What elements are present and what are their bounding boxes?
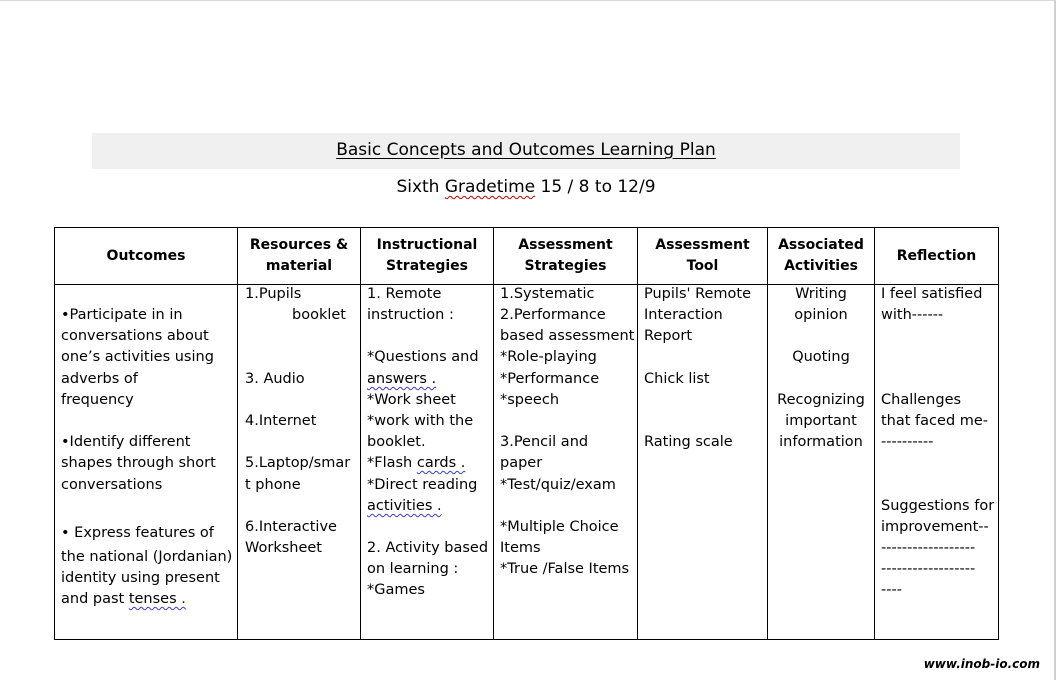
watermark: www.inob-io.com — [923, 657, 1040, 671]
text-line: Worksheet — [245, 540, 322, 556]
text-line: Interaction — [644, 307, 723, 323]
header-outcomes: Outcomes — [55, 228, 238, 285]
text-line: 2. Activity based — [367, 540, 489, 556]
table-row — [55, 285, 999, 640]
text-line: instruction : — [367, 307, 454, 323]
reflection-cell — [875, 285, 999, 640]
text-line: 2.Performance — [500, 307, 606, 323]
text-line: on learning : — [367, 561, 459, 577]
learning-plan-table — [54, 227, 999, 640]
page-top-border — [0, 0, 1056, 1]
text-line: *speech — [500, 392, 560, 408]
text-line: *Test/quiz/exam — [500, 477, 616, 493]
text-line: •Identify different — [61, 434, 191, 450]
text-line: Quoting — [792, 349, 850, 365]
text-line: •Participate in in — [61, 307, 183, 323]
header-resources: Resources & material — [238, 228, 361, 285]
text-line: ------------------ — [881, 561, 976, 577]
text-line: improvement-- — [881, 519, 989, 535]
header-reflection: Reflection — [875, 228, 999, 285]
text-line: booklet. — [367, 434, 426, 450]
spellcheck-word: answers . — [367, 371, 437, 387]
text-line: *Role-playing — [500, 349, 597, 365]
text-line: 5.Laptop/smar — [245, 455, 351, 471]
spellcheck-word: tenses . — [128, 591, 186, 607]
page-subtitle: Sixth Gradetime 15 / 8 to 12/9 — [396, 177, 656, 197]
text-line: conversations about — [61, 328, 209, 344]
header-assessment-strategies: Assessment Strategies — [494, 228, 638, 285]
text-line: Report — [644, 328, 693, 344]
outcomes-cell — [55, 285, 238, 640]
text-line: I feel satisfied — [881, 286, 983, 302]
text-line: *Work sheet — [367, 392, 456, 408]
page-title: Basic Concepts and Outcomes Learning Plan — [336, 140, 716, 160]
text-line: ---------- — [881, 434, 934, 450]
table-header-row — [55, 228, 999, 285]
text-line: the national (Jordanian) — [61, 549, 233, 565]
text-line: one’s activities using — [61, 349, 214, 365]
text-line: *Direct reading — [367, 477, 478, 493]
text-line: ------------------ — [881, 540, 976, 556]
text-line: *Questions and — [367, 349, 479, 365]
text-line: *Multiple Choice — [500, 519, 619, 535]
text-line: t phone — [245, 477, 301, 493]
text-line: adverbs of — [61, 371, 138, 387]
spellcheck-word: cards . — [416, 455, 466, 471]
text-line: shapes through short — [61, 455, 216, 471]
text-line: 3.Pencil and — [500, 434, 589, 450]
text-line: Items — [500, 540, 541, 556]
text-line: *True /False Items — [500, 561, 630, 577]
text-line: *Flash cards . — [367, 455, 466, 471]
text-line: Chick list — [644, 371, 710, 387]
text-line: that faced me- — [881, 413, 989, 429]
spellcheck-word: activities . — [367, 498, 442, 514]
header-instructional-strategies: Instructional Strategies — [361, 228, 494, 285]
text-line: Pupils' Remote — [644, 286, 752, 302]
text-line: and past tenses . — [61, 591, 186, 607]
text-line: Writing — [795, 286, 847, 302]
text-line: Rating scale — [644, 434, 733, 450]
header-associated-activities: Associated Activities — [768, 228, 875, 285]
text-line: frequency — [61, 392, 134, 408]
assessment-strategies-cell — [494, 285, 638, 640]
text-line: Challenges — [881, 392, 962, 408]
text-line: conversations — [61, 477, 163, 493]
text-line: 1.Systematic — [500, 286, 595, 302]
text-line: paper — [500, 455, 543, 471]
assessment-tool-cell — [638, 285, 768, 640]
text-line: 4.Internet — [245, 413, 317, 429]
text-line: 6.Interactive — [245, 519, 337, 535]
text-line: based assessment — [500, 328, 635, 344]
text-line: 3. Audio — [245, 371, 305, 387]
resources-cell — [238, 285, 361, 640]
header-assessment-tool: Assessment Tool — [638, 228, 768, 285]
text-line: identity using present — [61, 570, 220, 586]
text-line: with------ — [881, 307, 944, 323]
text-line: Recognizing — [777, 392, 865, 408]
spellcheck-word: Gradetime — [444, 177, 536, 197]
text-line: *Games — [367, 582, 425, 598]
text-line: Suggestions for — [881, 498, 995, 514]
text-line: ---- — [881, 582, 902, 598]
text-line: opinion — [794, 307, 848, 323]
text-line: information — [779, 434, 863, 450]
text-line: important — [785, 413, 857, 429]
text-line: *work with the — [367, 413, 474, 429]
associated-activities-cell — [768, 285, 875, 640]
text-line: *Performance — [500, 371, 600, 387]
text-line: booklet — [292, 307, 346, 323]
instructional-cell — [361, 285, 494, 640]
text-line: 1.Pupils — [245, 286, 302, 302]
text-line: • Express features of — [61, 525, 214, 541]
text-line: 1. Remote — [367, 286, 442, 302]
